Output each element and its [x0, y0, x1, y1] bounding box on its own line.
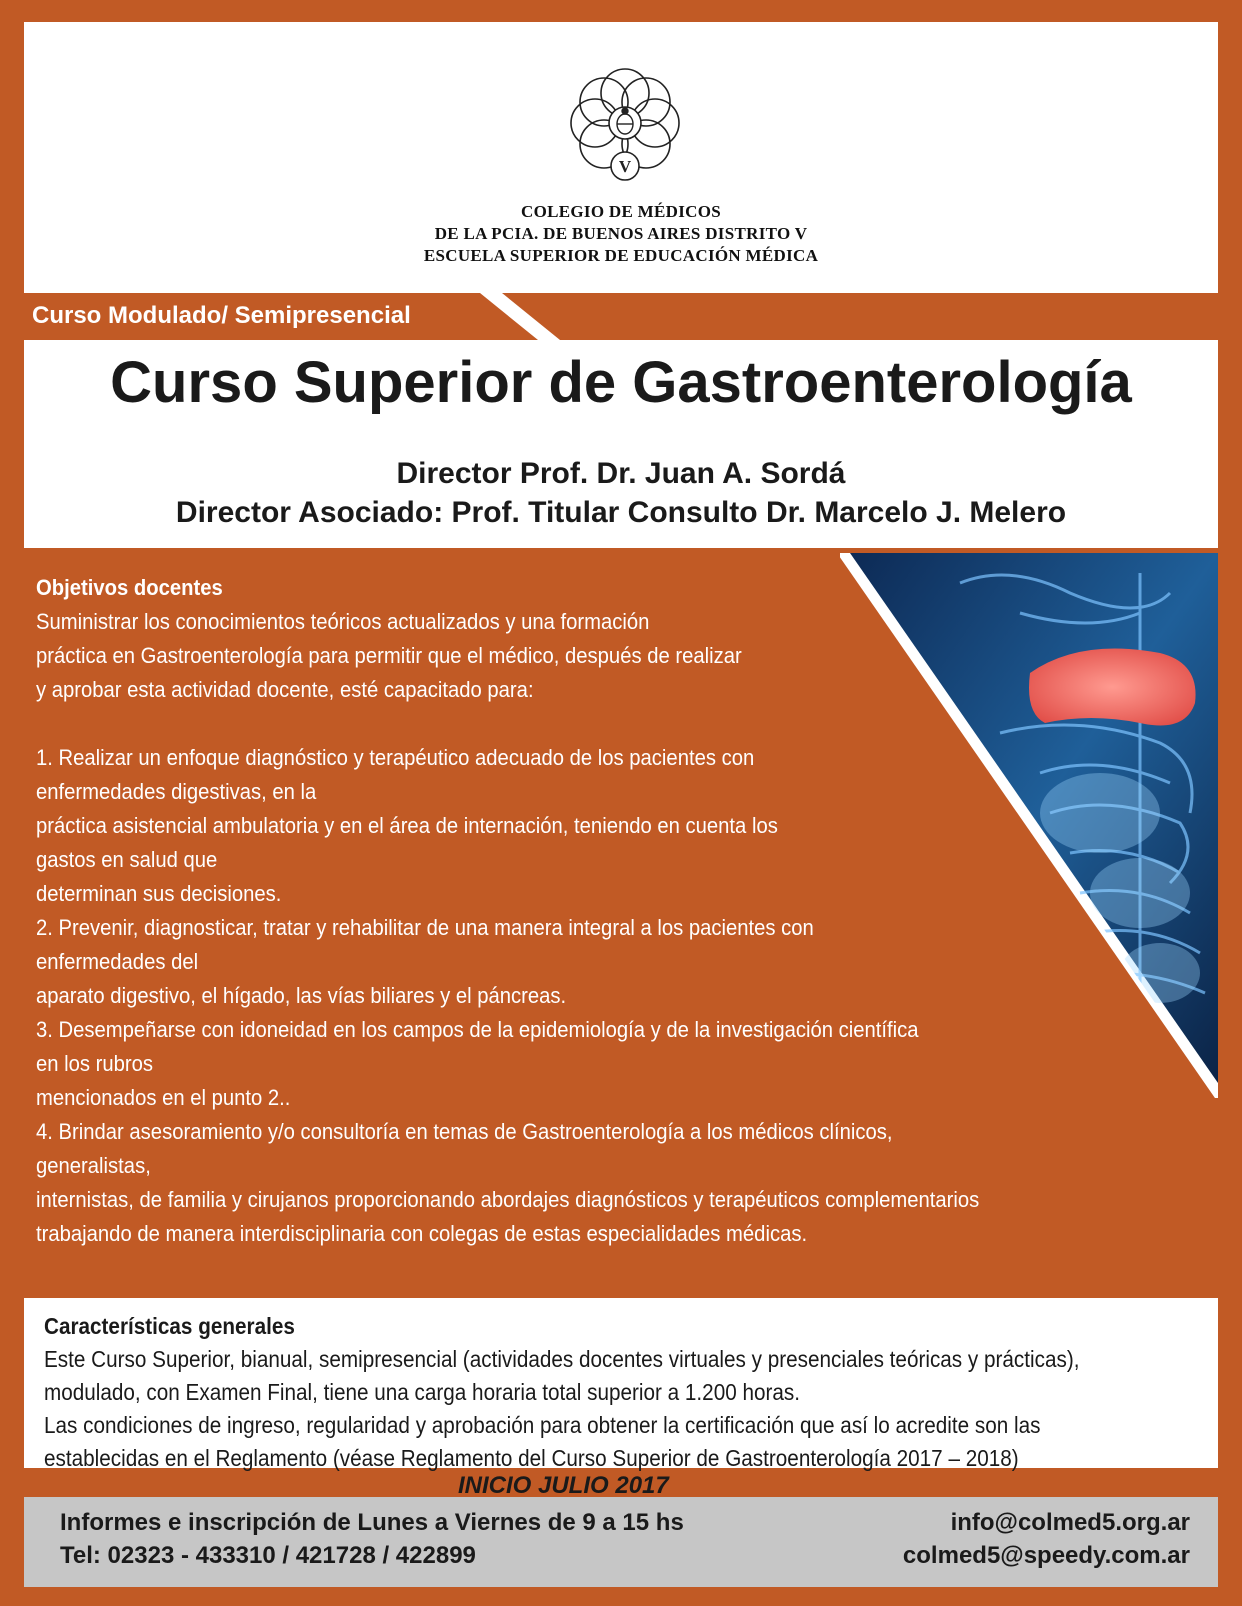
spacer — [36, 707, 1089, 741]
objective-line: gastos en salud que — [36, 847, 218, 872]
institution-line-2: DE LA PCIA. DE BUENOS AIRES DISTRITO V — [434, 224, 808, 243]
objective-line: práctica asistencial ambulatoria y en el área de internación, teniendo en cuenta los — [36, 813, 778, 838]
institution-line-1: COLEGIO DE MÉDICOS — [521, 202, 721, 221]
institution-name — [0, 201, 1242, 267]
schedule-text: Informes e inscripción de Lunes a Viernes de 9 a 15 hs — [60, 1509, 684, 1536]
svg-text:V: V — [618, 157, 632, 176]
phone-text: Tel: 02323 - 433310 / 421728 / 422899 — [60, 1542, 476, 1569]
general-line: establecidas en el Reglamento (véase Reglamento del Curso Superior de Gastroenterología 2017 – 2018) — [44, 1445, 1019, 1471]
modality-label: Curso Modulado/ Semipresencial — [32, 302, 411, 329]
objective-line: generalistas, — [36, 1153, 151, 1178]
objective-line: enfermedades digestivas, en la — [36, 779, 317, 804]
objective-line: 4. Brindar asesoramiento y/o consultoría en temas de Gastroenterología a los médicos clínicos, — [36, 1119, 893, 1144]
general-line: modulado, con Examen Final, tiene una carga horaria total superior a 1.200 horas. — [44, 1379, 801, 1405]
director: Director Prof. Dr. Juan A. Sordá — [396, 457, 846, 490]
email-link[interactable]: colmed5@speedy.com.ar — [902, 1542, 1190, 1569]
objectives-intro-line: Suministrar los conocimientos teóricos actualizados y una formación — [36, 609, 650, 634]
general-line: Este Curso Superior, bianual, semipresencial (actividades docentes virtuales y presenciales teóricas y prácticas), — [44, 1346, 1080, 1372]
email-link[interactable]: info@colmed5.org.ar — [950, 1509, 1190, 1536]
contact-info — [60, 1506, 684, 1572]
contact-emails — [903, 1506, 1190, 1572]
objective-line: 3. Desempeñarse con idoneidad en los campos de la epidemiología y de la investigación científica — [36, 1017, 919, 1042]
objective-line: 2. Prevenir, diagnosticar, tratar y rehabilitar de una manera integral a los pacientes con — [36, 915, 814, 940]
general-section — [44, 1310, 1088, 1475]
institution-line-3: ESCUELA SUPERIOR DE EDUCACIÓN MÉDICA — [423, 246, 819, 265]
objective-line: enfermedades del — [36, 949, 199, 974]
objective-line: determinan sus decisiones. — [36, 881, 282, 906]
objectives-section — [36, 571, 1089, 1251]
objectives-intro-line: y aprobar esta actividad docente, esté capacitado para: — [36, 677, 534, 702]
objectives-intro-line: práctica en Gastroenterología para permitir que el médico, después de realizar — [36, 643, 742, 668]
start-date: INICIO JULIO 2017 — [458, 1472, 669, 1499]
objective-line: trabajando de manera interdisciplinaria con colegas de estas especialidades médicas. — [36, 1221, 808, 1246]
diagonal-stripe — [480, 293, 580, 340]
course-title: Curso Superior de Gastroenterología — [110, 350, 1132, 415]
colegio-logo — [560, 58, 690, 188]
objective-line: aparato digestivo, el hígado, las vías biliares y el páncreas. — [36, 983, 567, 1008]
objective-line: en los rubros — [36, 1051, 154, 1076]
objective-line: internistas, de familia y cirujanos proporcionando abordajes diagnósticos y terapéuticos complementarios — [36, 1187, 980, 1212]
general-line: Las condiciones de ingreso, regularidad y aprobación para obtener la certificación que así lo acredite son las — [44, 1412, 1041, 1438]
associate-director: Director Asociado: Prof. Titular Consulto Dr. Marcelo J. Melero — [175, 496, 1067, 529]
general-heading: Características generales — [44, 1313, 295, 1339]
objective-line: 1. Realizar un enfoque diagnóstico y terapéutico adecuado de los pacientes con — [36, 745, 755, 770]
objective-line: mencionados en el punto 2.. — [36, 1085, 291, 1110]
objectives-heading: Objetivos docentes — [36, 575, 223, 600]
